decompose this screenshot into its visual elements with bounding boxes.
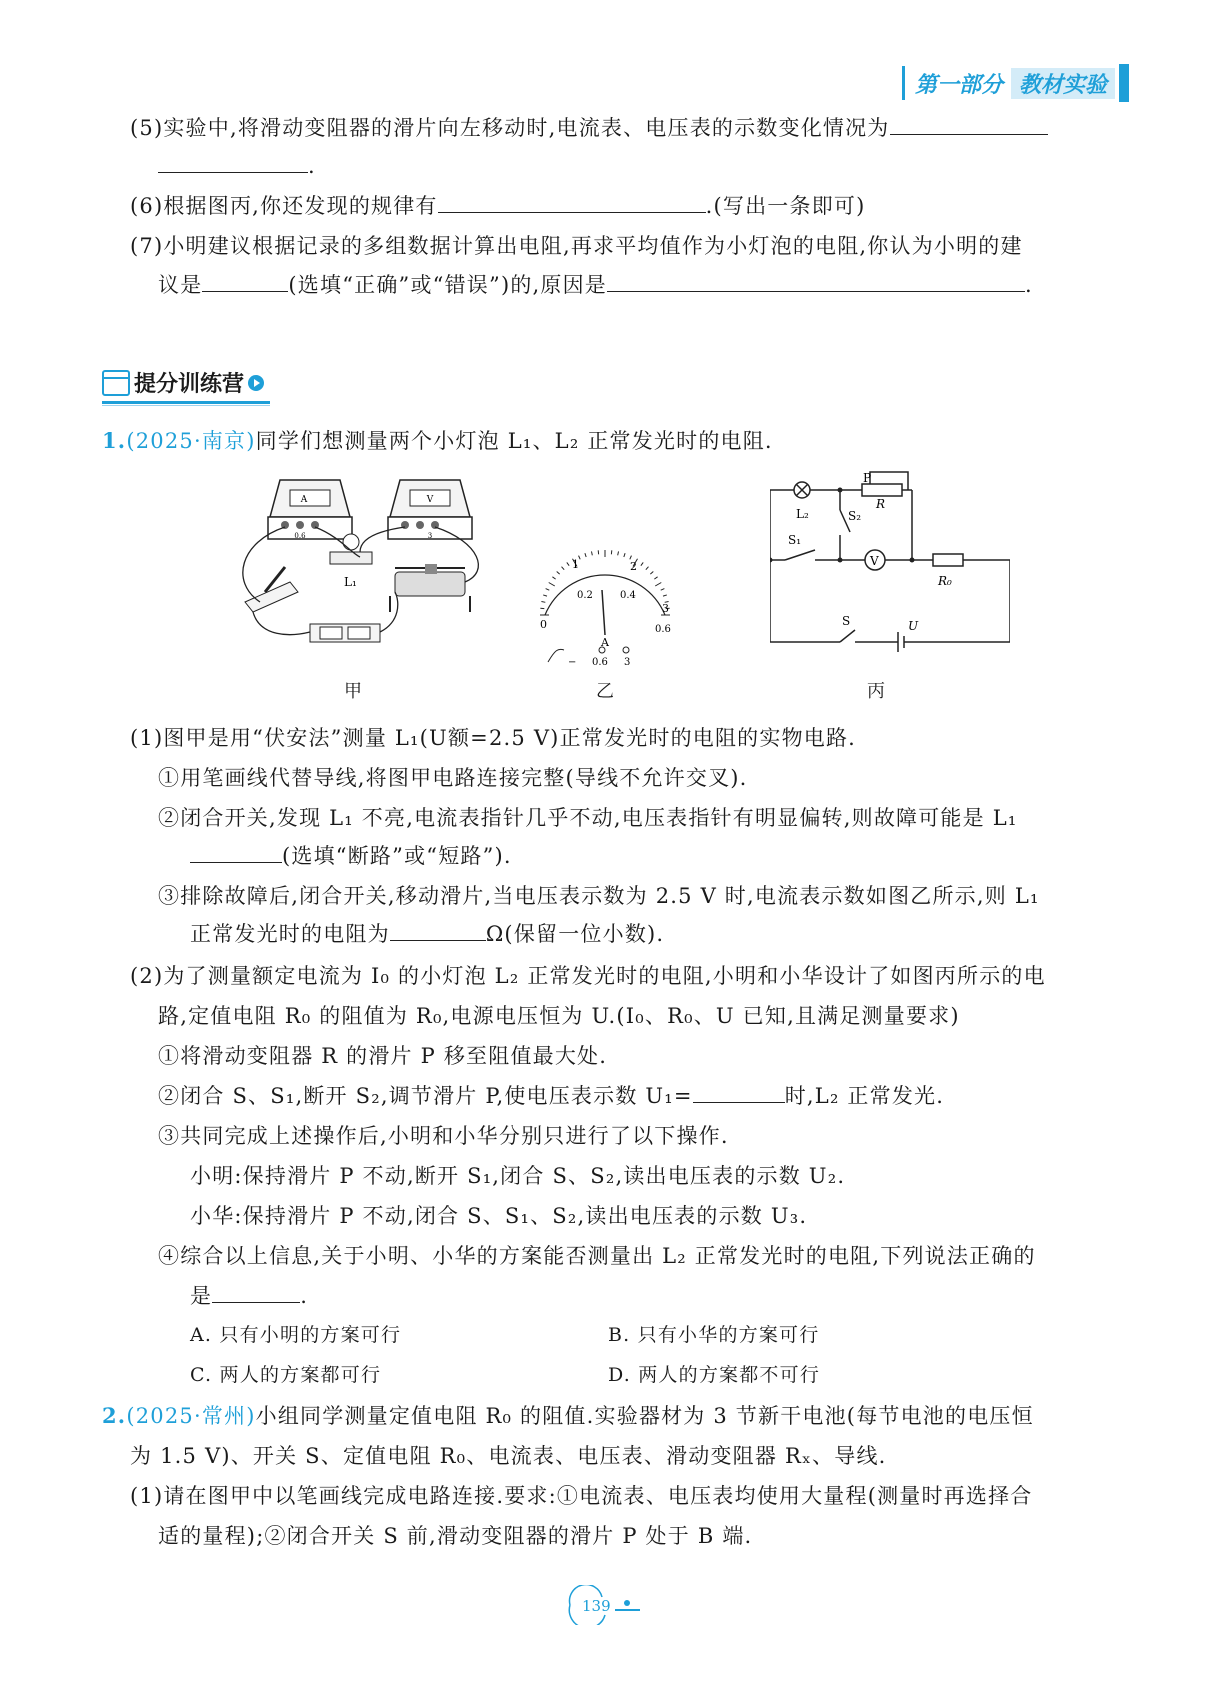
header-bar (902, 66, 905, 100)
dial-tick (552, 577, 555, 579)
p1-sub1b-cont: (选填“断路”或“短路”). (190, 840, 512, 870)
label-r0: R₀ (938, 574, 952, 588)
answer-blank[interactable] (890, 114, 1048, 135)
page-header (902, 64, 1129, 102)
dial-tick (585, 553, 586, 557)
lamp-label: L₁ (344, 575, 357, 589)
dial-tick (663, 595, 667, 596)
question-7: (7)小明建议根据记录的多组数据计算出电阻,再求平均值作为小灯泡的电阻,你认为小明的建 (130, 234, 1023, 258)
question-6: (6)根据图丙,你还发现的规律有 .(写出一条即可) (130, 194, 866, 218)
dial-tick (646, 567, 649, 570)
p1-sub2-cont: 路,定值电阻 R₀ 的阻值为 R₀,电源电压恒为 U.(I₀、R₀、U 已知,且满足测量要求) (158, 1004, 960, 1028)
label-u: U (908, 619, 919, 633)
p1-sub1c: ③排除故障后,闭合开关,移动滑片,当电压表示数为 2.5 V 时,电流表示数如图乙所示,则 L₁ (158, 884, 1040, 908)
label-s2: S₂ (848, 509, 862, 523)
label-r: R (876, 497, 886, 511)
page-number: 139 (582, 1597, 611, 1615)
tick-label-0.2: 0.2 (577, 590, 593, 601)
header-section: 教材实验 (1011, 68, 1115, 99)
p1-sub2e: ③共同完成上述操作后,小明和小华分别只进行了以下操作. (158, 1124, 729, 1148)
play-icon (248, 375, 264, 391)
dial-tick (541, 601, 545, 602)
voltmeter (388, 480, 472, 540)
answer-blank[interactable] (693, 1082, 785, 1103)
answer-blank[interactable] (190, 842, 282, 863)
option-b[interactable]: B. 只有小华的方案可行 (608, 1324, 820, 1346)
section-title: 提分训练营 (102, 367, 264, 398)
dial-tick (591, 551, 592, 555)
dial-tick (546, 589, 550, 591)
p1-sub2i: 是 . (190, 1284, 309, 1308)
figure-bing-caption: 丙 (867, 681, 885, 702)
p1-sub2g: 小华:保持滑片 P 不动,闭合 S、S₁、S₂,读出电压表的示数 U₃. (190, 1204, 808, 1228)
figure-bing-circuit (770, 470, 1010, 665)
battery-pack (310, 624, 380, 642)
terminal-3: 3 (624, 657, 631, 668)
lamp-l1 (330, 534, 372, 589)
dial-tick (654, 577, 657, 579)
tick-label-0: 0 (540, 618, 547, 631)
voltmeter-range: 3 (427, 532, 433, 540)
dial-tick (543, 595, 547, 596)
p2-sub1: (1)请在图甲中以笔画线完成电路连接.要求:①电流表、电压表均使用大量程(测量时再选择合 (130, 1484, 1033, 1508)
option-c[interactable]: C. 两人的方案都可行 (190, 1364, 382, 1386)
p1-sub2f: 小明:保持滑片 P 不动,断开 S₁,闭合 S、S₂,读出电压表的示数 U₂. (190, 1164, 846, 1188)
section-underline-thin (102, 405, 270, 406)
figure-yi-ammeter-dial (530, 540, 680, 670)
figure-yi-caption: 乙 (596, 681, 614, 702)
question-5: (5)实验中,将滑动变阻器的滑片向左移动时,电流表、电压表的示数变化情况为 (130, 112, 1048, 142)
meter-needle (602, 590, 605, 635)
dial-tick (549, 583, 555, 587)
tick-label-3: 3 (662, 602, 669, 615)
p1-sub1b: ②闭合开关,发现 L₁ 不亮,电流表指针几乎不动,电压表指针有明显偏转,则故障可能是 L₁ (158, 806, 1018, 830)
rheostat (390, 564, 470, 612)
problem-1-stem: 1.(2025·南京)同学们想测量两个小灯泡 L₁、L₂ 正常发光时的电阻. (102, 428, 773, 453)
terminal-neg: − (568, 657, 577, 668)
header-part: 第一部分 (914, 72, 1003, 98)
tick-label-0.4: 0.4 (620, 590, 636, 601)
option-d[interactable]: D. 两人的方案都不可行 (608, 1364, 821, 1386)
dial-tick (557, 572, 560, 575)
label-s: S (842, 614, 851, 628)
header-bar-right (1119, 64, 1129, 102)
section-underline (102, 401, 270, 404)
dial-tick (624, 553, 625, 557)
dial-tick (661, 589, 665, 591)
tick-label-1: 1 (572, 558, 579, 571)
tick-label-0.6: 0.6 (655, 624, 671, 635)
answer-blank[interactable] (158, 152, 308, 173)
p1-sub2h: ④综合以上信息,关于小明、小华的方案能否测量出 L₂ 正常发光时的电阻,下列说法正确的 (158, 1244, 1036, 1268)
question-7-cont: 议是 (选填“正确”或“错误”)的,原因是 . (158, 273, 1033, 297)
ammeter (268, 480, 352, 540)
p1-sub2c: ①将滑动变阻器 R 的滑片 P 移至阻值最大处. (158, 1044, 608, 1068)
dial-tick (562, 567, 565, 570)
question-5-cont: . (158, 152, 316, 178)
ammeter-range: 0.6 (294, 532, 306, 540)
problem-2-stem-cont: 为 1.5 V)、开关 S、定值电阻 R₀、电流表、电压表、滑动变阻器 Rₓ、导线. (130, 1444, 887, 1468)
dial-tick (650, 572, 653, 575)
dial-ticks (540, 550, 670, 615)
meter-unit: A (601, 636, 609, 649)
p1-sub2d: ②闭合 S、S₁,断开 S₂,调节滑片 P,使电压表示数 U₁= 时,L₂ 正常发光. (158, 1084, 945, 1108)
dial-tick (618, 551, 619, 555)
answer-blank[interactable] (390, 920, 486, 941)
dial-tick (641, 562, 643, 565)
label-s1: S₁ (788, 533, 802, 547)
figure-jia-caption: 甲 (344, 681, 362, 702)
voltmeter-label: V (426, 495, 434, 505)
p2-sub1-cont: 适的量程);②闭合开关 S 前,滑动变阻器的滑片 P 处于 B 端. (158, 1524, 753, 1548)
option-a[interactable]: A. 只有小明的方案可行 (190, 1324, 402, 1346)
label-v: V (870, 554, 879, 568)
answer-blank[interactable] (438, 192, 706, 213)
answer-blank[interactable] (212, 1282, 300, 1303)
problem-2-stem: 2.(2025·常州)小组同学测量定值电阻 R₀ 的阻值.实验器材为 3 节新干电池(每节电池的电压恒 (102, 1403, 1034, 1428)
label-p: P (863, 471, 872, 485)
switch (245, 567, 298, 612)
p1-sub1: (1)图甲是用“伏安法”测量 L₁(U额=2.5 V)正常发光时的电阻的实物电路. (130, 726, 857, 750)
p1-sub1a: ①用笔画线代替导线,将图甲电路连接完整(导线不允许交叉). (158, 766, 748, 790)
tick-label-2: 2 (630, 560, 637, 573)
ammeter-label: A (300, 495, 308, 505)
p1-sub2: (2)为了测量额定电流为 I₀ 的小灯泡 L₂ 正常发光时的电阻,小明和小华设计了如图丙所示的电 (130, 964, 1046, 988)
p1-sub1c-cont: 正常发光时的电阻为 Ω(保留一位小数). (190, 922, 665, 946)
answer-blank[interactable] (202, 271, 288, 292)
dial-tick (567, 562, 569, 565)
dial-tick (655, 583, 661, 587)
calendar-icon (102, 370, 130, 396)
label-l2: L₂ (796, 507, 809, 521)
terminal-0.6: 0.6 (592, 657, 608, 668)
figure-jia-apparatus (240, 472, 490, 672)
dial-tick (630, 556, 632, 560)
answer-blank[interactable] (607, 271, 1025, 292)
